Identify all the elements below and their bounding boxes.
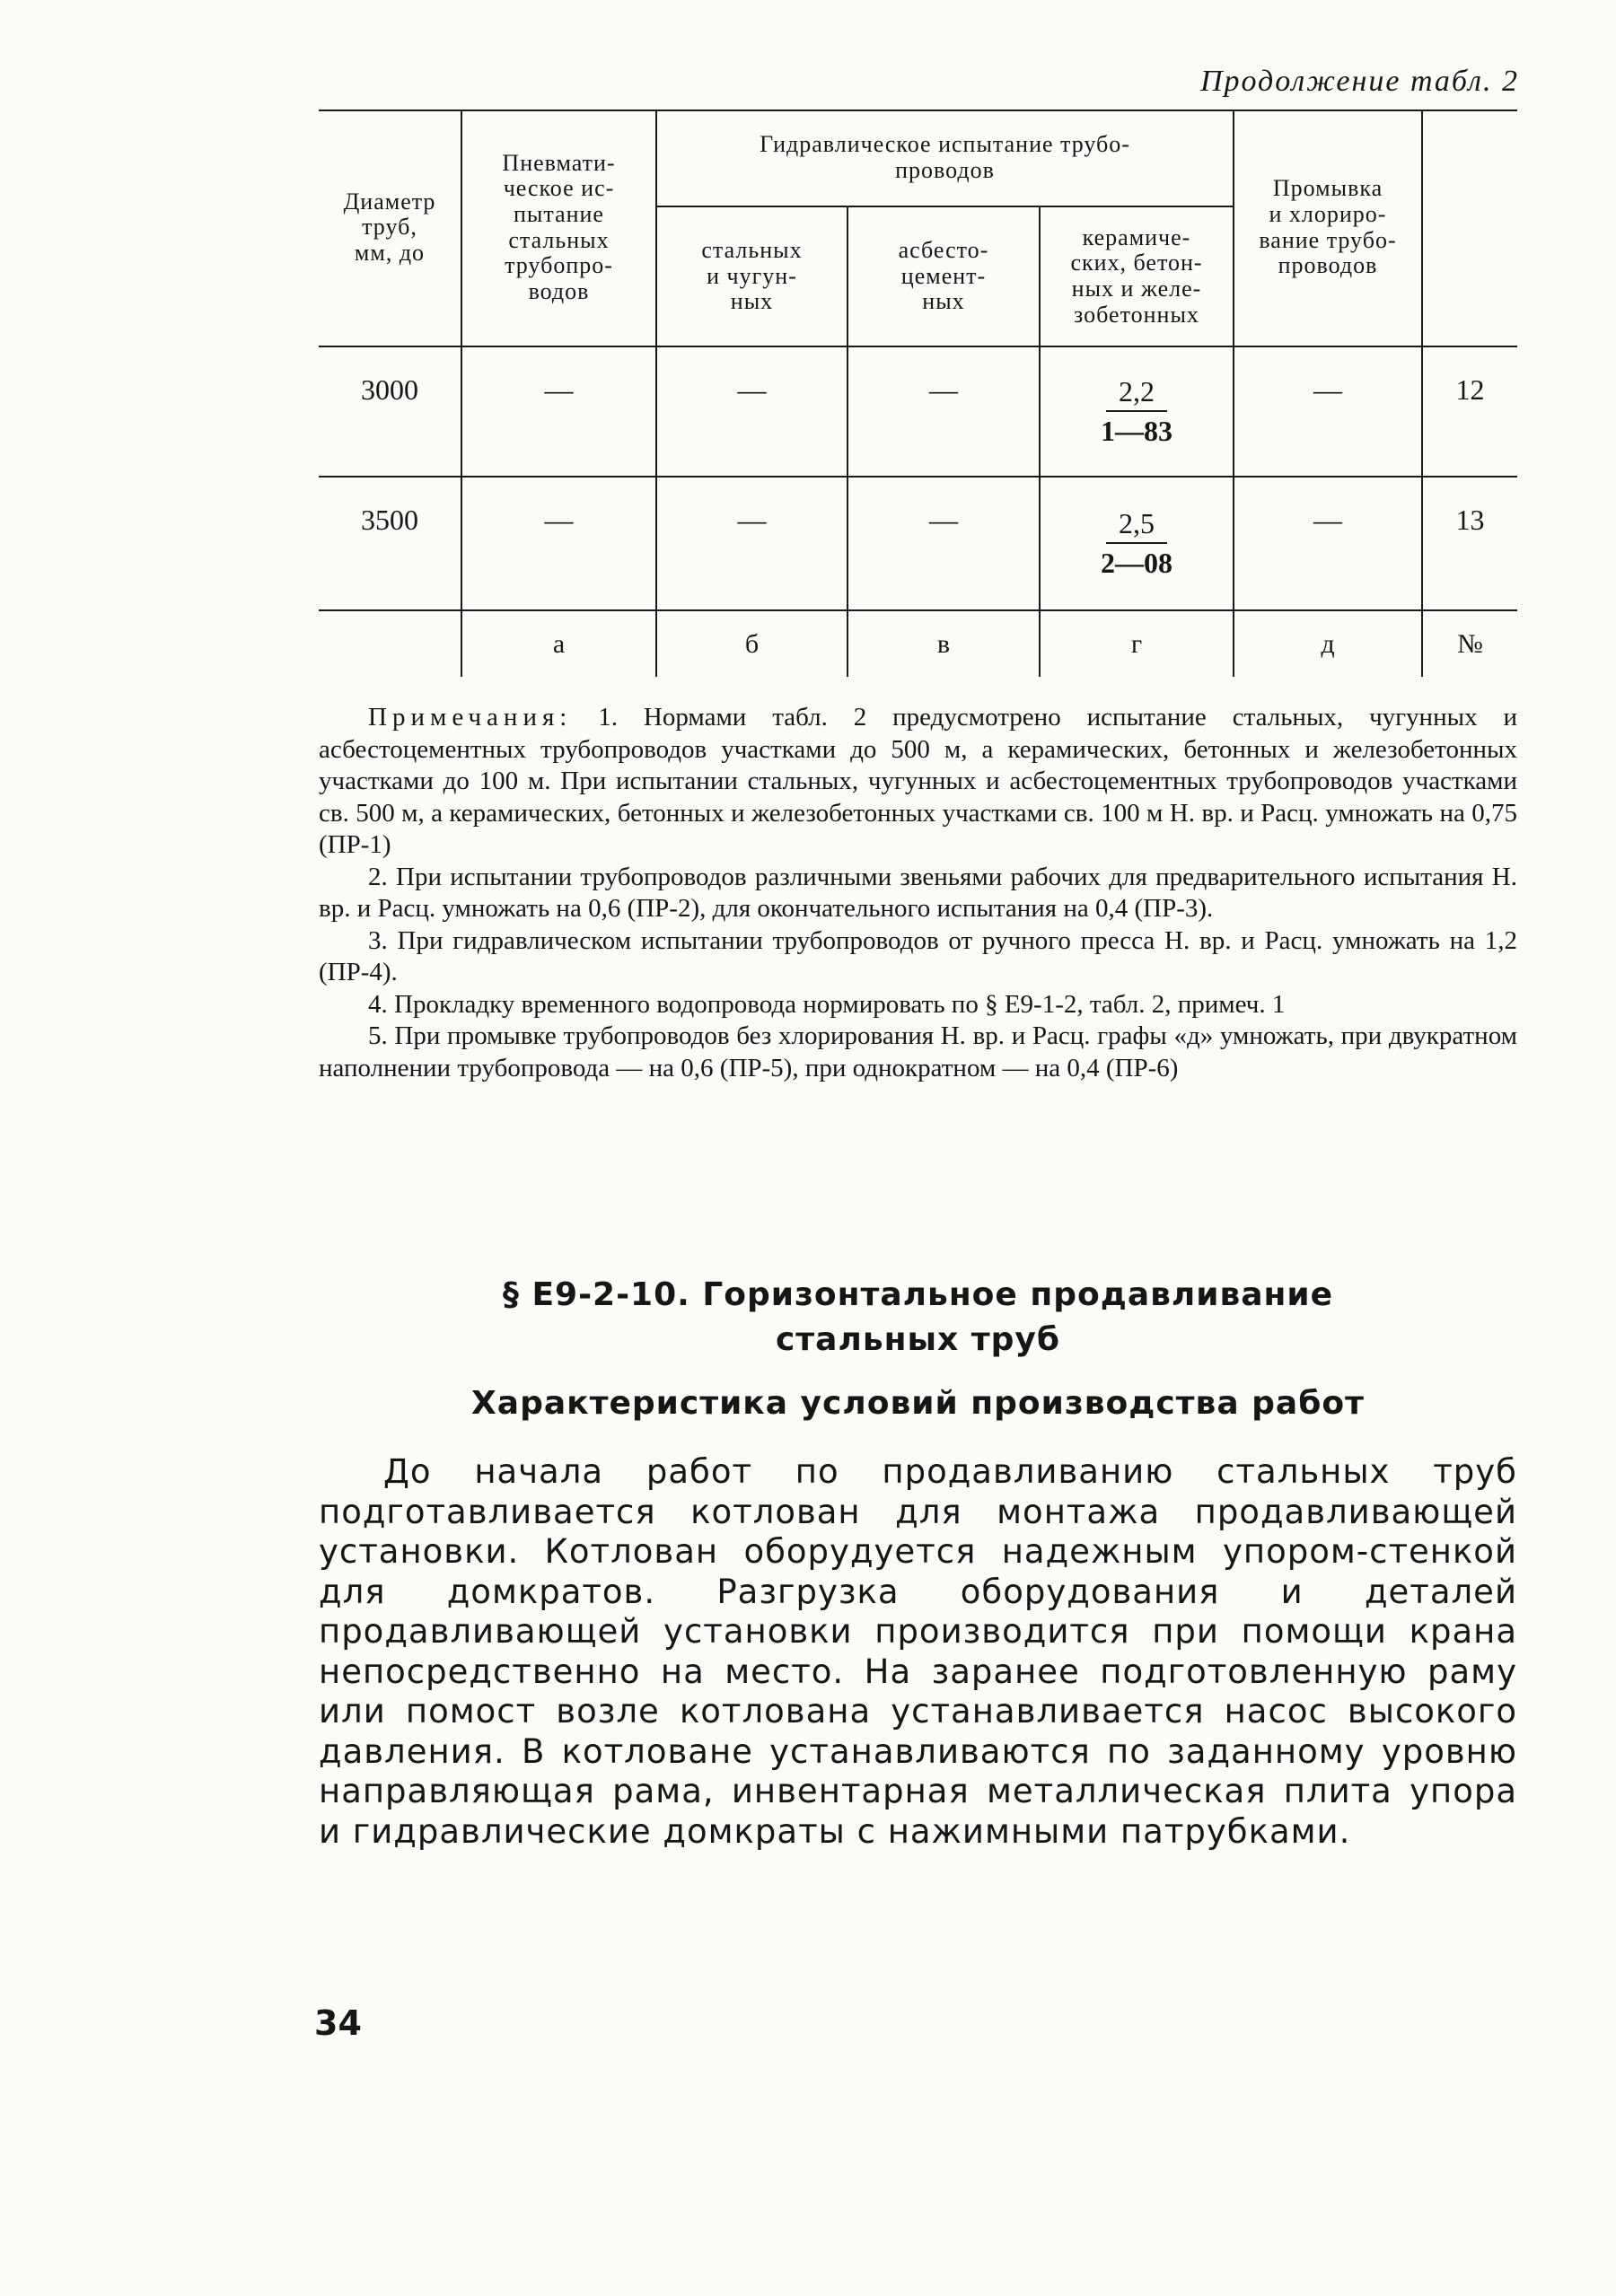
time-norm-value: 2,2 — [1106, 376, 1167, 411]
body-paragraph: До начала работ по продавливанию стальных труб подготавливается котлован для монтажа продавливающей установки. Котлован оборудуется надежным упором-стенкой для домкратов. Разгрузка оборудования и деталей продавливающей установки производится при помощи крана непосредственно на место. На заранее подготовленную раму или помост возле котлована устанавливается насос высокого давления. В котловане устанавливаются по заданному уровню направляющая рама, инвентарная металлическая плита упора и гидравлические домкраты с нажимными патрубками. — [319, 1452, 1517, 1851]
note-3: 3. При гидравлическом испытании трубопроводов от ручного пресса Н. вр. и Расц. умножать на 1,2 (ПР-4). — [319, 925, 1517, 986]
column-letter: а — [552, 629, 566, 659]
rate-value: 1—83 — [1101, 414, 1172, 447]
header-asbestos: асбесто- цемент- ных — [898, 237, 989, 315]
table-cell-asbestos: — — [929, 372, 958, 406]
page-number: 34 — [314, 2003, 362, 2043]
table-cell-diameter: 3000 — [361, 372, 418, 406]
table-notes — [319, 702, 1517, 1084]
column-letter: д — [1321, 629, 1335, 659]
table-cell-row-number: 13 — [1455, 503, 1485, 536]
note-4: 4. Прокладку временного водопровода нормировать по § Е9-1-2, табл. 2, примеч. 1 — [368, 989, 1286, 1019]
section-title: § Е9-2-10. Горизонтальное продавливание стальных труб — [502, 1276, 1334, 1358]
column-letter: г — [1130, 629, 1143, 659]
header-diameter: Диаметр труб, мм, до — [343, 188, 436, 266]
note-1-text: 1. Нормами табл. 2 предусмотрено испытание стальных, чугунных и асбестоцементных трубопроводов участками до 500 м, а керамических, бетонных и железобетонных участками до 100 м. При испытании стальных, чугунных и асбестоцементных трубопроводов участками св. 500 м, а керамических, бетонных и железобетонных участками св. 100 м Н. вр. и Расц. умножать на 0,75 (ПР-1) — [319, 703, 1517, 859]
header-flushing: Промывка и хлориро- вание трубо- проводов — [1259, 175, 1397, 279]
header-hydraulic-group: Гидравлическое испытание трубо- проводов — [760, 130, 1130, 183]
table-cell-flushing: — — [1313, 503, 1342, 536]
table-cell-diameter: 3500 — [361, 503, 418, 536]
time-norm-value: 2,5 — [1106, 508, 1167, 543]
column-letter: б — [744, 629, 760, 659]
table-cell-asbestos: — — [929, 503, 958, 536]
table-cell-ceramic — [1041, 347, 1233, 476]
note-2: 2. При испытании трубопроводов различными звеньями рабочих для предварительного испытания Н. вр. и Расц. умножать на 0,6 (ПР-2), для окончательного испытания на 0,4 (ПР-3). — [319, 862, 1517, 923]
table-continuation-caption: Продолжение табл. 2 — [1199, 65, 1519, 98]
notes-label: Примечания: — [368, 703, 573, 732]
table-cell-steel: — — [737, 372, 767, 406]
table-cell-row-number: 12 — [1455, 372, 1485, 406]
note-1 — [319, 702, 1517, 862]
table-cell-pneumatic: — — [544, 372, 574, 406]
table-cell-steel: — — [737, 503, 767, 536]
table-cell-ceramic — [1041, 478, 1233, 609]
table-cell-flushing: — — [1313, 372, 1342, 406]
column-letter: в — [936, 629, 951, 659]
norms-table — [319, 110, 1517, 677]
body-paragraph-container — [319, 1452, 1517, 1852]
column-letter: № — [1457, 629, 1483, 659]
note-5: 5. При промывке трубопроводов без хлорирования Н. вр. и Расц. графы «д» умножать, при двукратном наполнении трубопровода — на 0,6 (ПР-5), при однократном — на 0,4 (ПР-6) — [319, 1021, 1517, 1082]
header-ceramic: керамиче- ских, бетон- ных и желе- зобетонных — [1070, 223, 1203, 328]
table-cell-pneumatic: — — [544, 503, 574, 536]
rate-value: 2—08 — [1101, 546, 1172, 579]
header-pneumatic: Пневмати- ческое ис- пытание стальных трубопро- водов — [502, 149, 616, 304]
header-steel: стальных и чугун- ных — [701, 237, 803, 315]
section-subtitle: Характеристика условий производства работ — [471, 1385, 1365, 1422]
